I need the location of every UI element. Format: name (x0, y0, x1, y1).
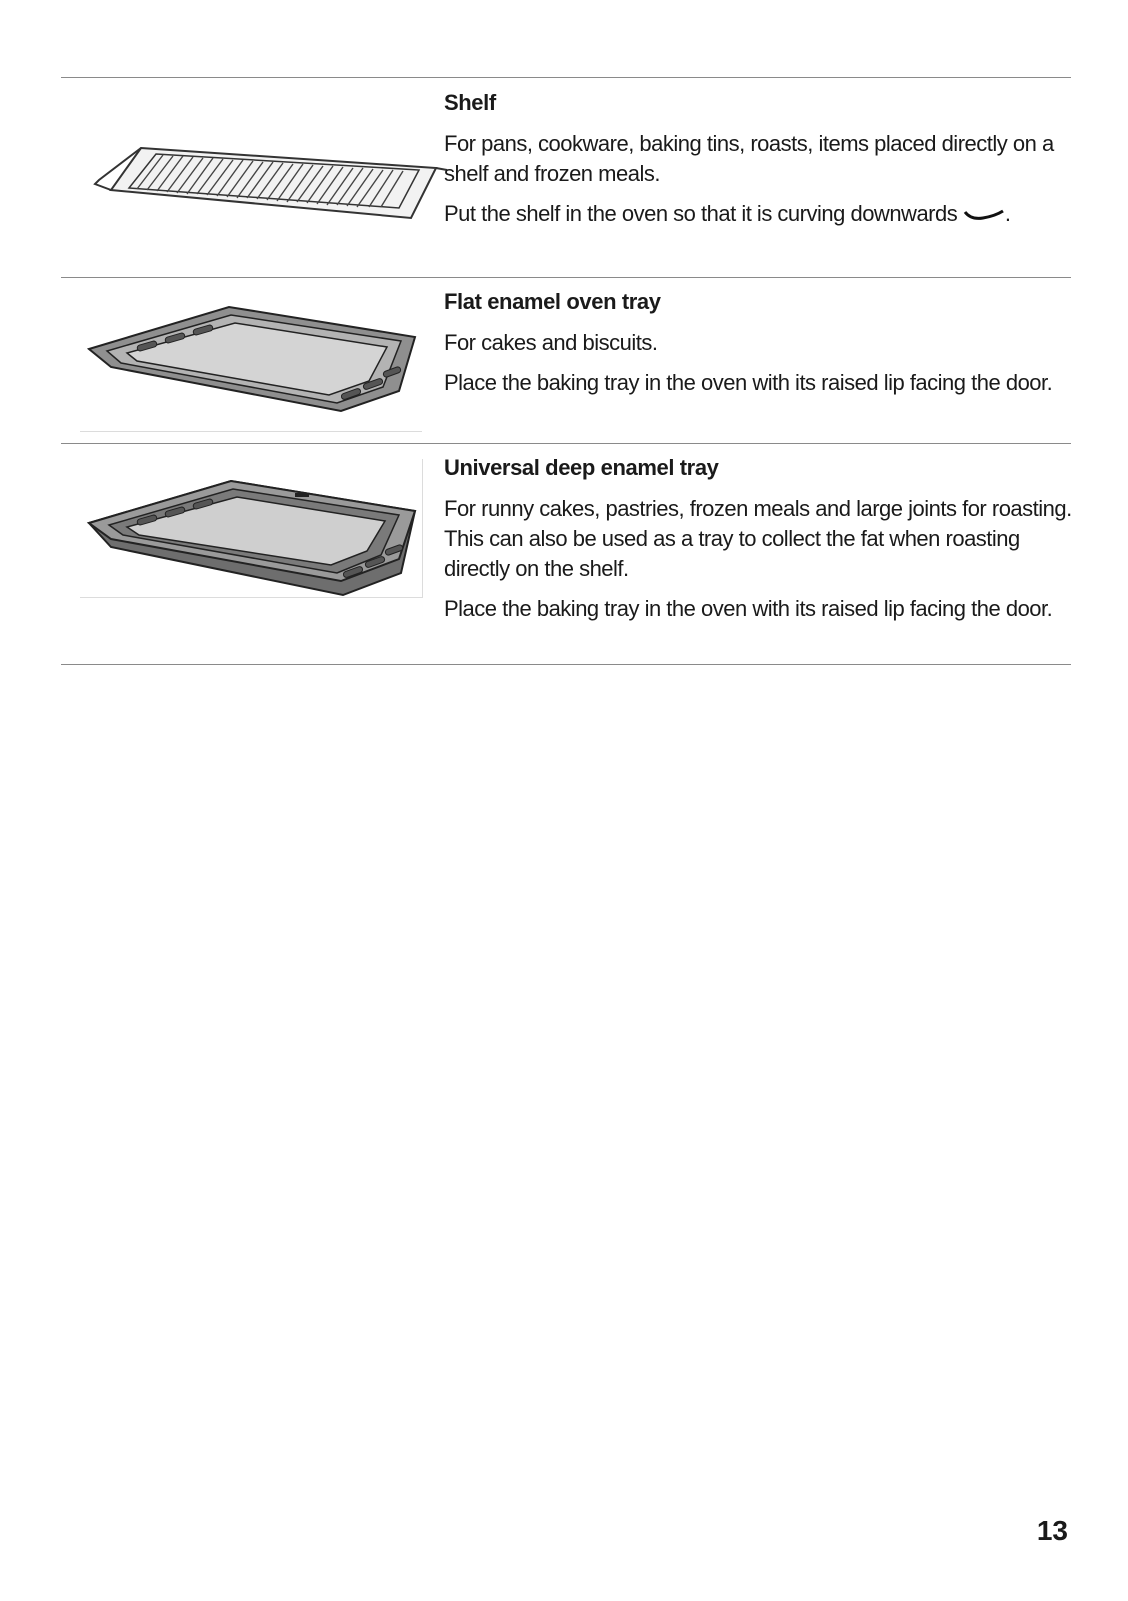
flat-tray-description: For cakes and biscuits. (444, 330, 658, 355)
curve-down-icon (963, 207, 1005, 223)
divider-bottom (61, 664, 1071, 665)
shelf-title: Shelf (444, 90, 496, 115)
section-shelf (61, 77, 1071, 277)
flat-tray-title: Flat enamel oven tray (444, 289, 661, 314)
flat-tray-illustration (81, 299, 431, 419)
deep-tray-text (444, 455, 1074, 634)
shelf-placement-line (444, 199, 1074, 229)
shelf-text (444, 90, 1074, 239)
shelf-illustration (81, 110, 451, 230)
flat-tray-text (444, 289, 1074, 408)
flat-tray-placement: Place the baking tray in the oven with its raised lip facing the door. (444, 370, 1053, 395)
deep-tray-illustration (81, 473, 431, 603)
shelf-placement-period: . (1004, 201, 1011, 226)
section-deep-tray (61, 443, 1071, 664)
shelf-placement-text: Put the shelf in the oven so that it is curving downwards (444, 201, 958, 226)
deep-tray-title: Universal deep enamel tray (444, 455, 719, 480)
shelf-description: For pans, cookware, baking tins, roasts, items placed directly on a shelf and frozen meals. (444, 131, 1054, 186)
page-number: 13 (1036, 1515, 1068, 1546)
deep-tray-description: For runny cakes, pastries, frozen meals and large joints for roasting. This can also be used as a tray to collect the fat when roasting directly on the shelf. (444, 496, 1072, 581)
deep-tray-placement: Place the baking tray in the oven with its raised lip facing the door. (444, 596, 1053, 621)
section-flat-tray (61, 277, 1071, 443)
